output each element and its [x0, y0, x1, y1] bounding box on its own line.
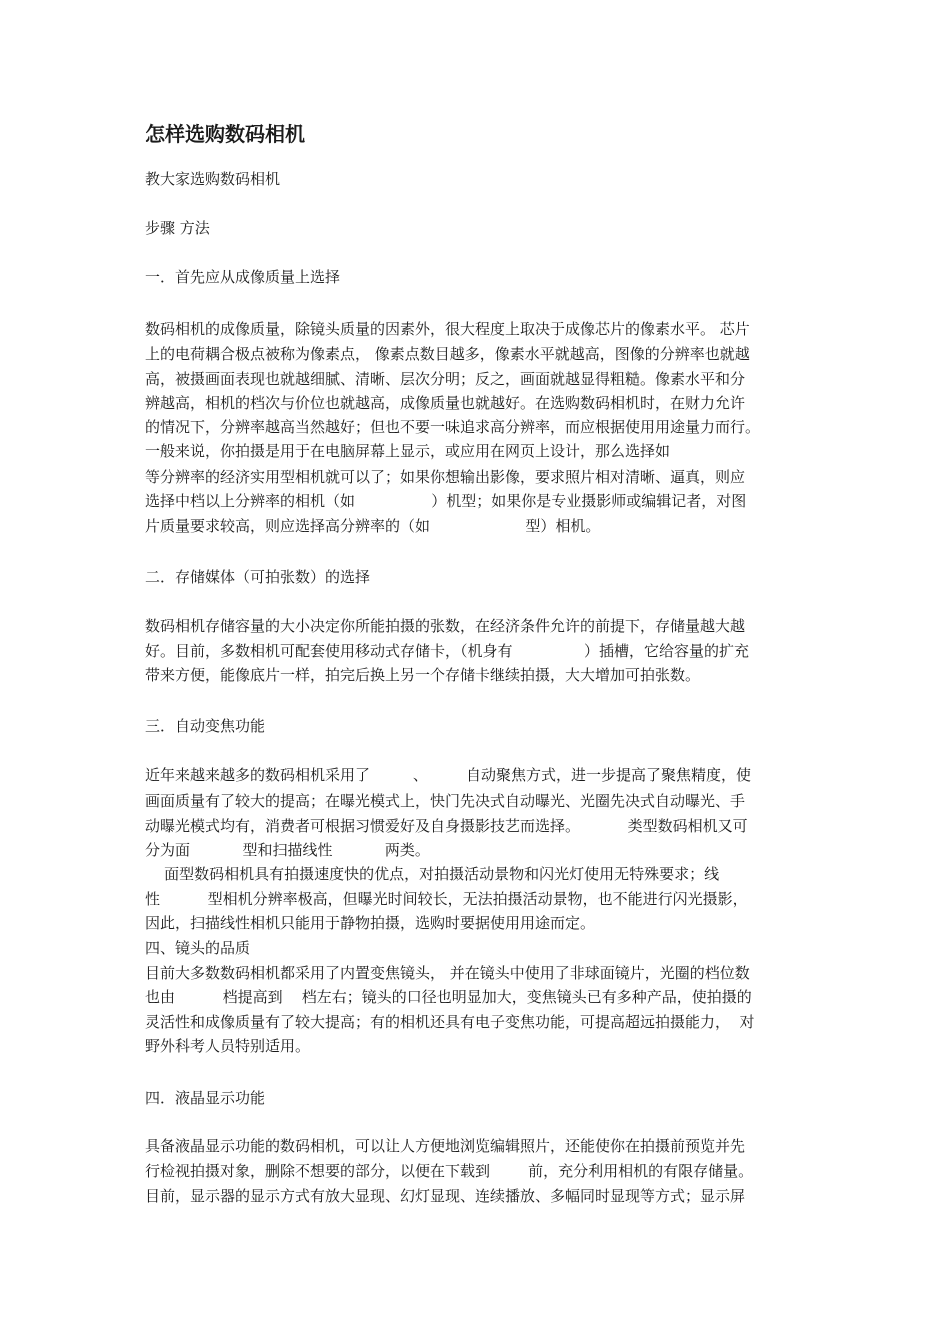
- section-2-line: 数码相机存储容量的大小决定你所能拍摄的张数，在经济条件允许的前提下，存储量越大越: [145, 617, 746, 635]
- section-1-line: 的情况下，分辨率越高当然越好；但也不要一味追求高分辨率，而应根据使用用途量力而行。: [145, 418, 761, 436]
- section-3-heading: 三．自动变焦功能: [145, 717, 266, 735]
- document-title: 怎样选购数码相机: [145, 122, 305, 146]
- section-4-line: 野外科考人员特别适用。: [145, 1037, 311, 1055]
- section-4-line: 目前大多数数码相机都采用了内置变焦镜头， 并在镜头中使用了非球面镜片，光圈的档位数: [145, 964, 750, 982]
- section-4-line: 灵活性和成像质量有了较大提高；有的相机还具有电子变焦功能，可提高超远拍摄能力， 对: [145, 1013, 755, 1031]
- section-1-line: 辨越高，相机的档次与价位也就越高，成像质量也就越好。在选购数码相机时，在财力允许: [145, 394, 746, 412]
- section-1-line: 片质量要求较高，则应选择高分辨率的（如 型）相机。: [145, 517, 601, 535]
- document-subtitle: 教大家选购数码相机: [145, 170, 281, 188]
- section-1-line: 选择中档以上分辨率的相机（如 ）机型；如果你是专业摄影师或编辑记者，对图: [145, 492, 747, 510]
- section-3-line: 画面质量有了较大的提高；在曝光模式上，快门先决式自动曝光、光圈先决式自动曝光、手: [145, 792, 746, 810]
- section-1-line: 高，被摄画面表现也就越细腻、清晰、层次分明；反之，画面就越显得粗糙。像素水平和分: [145, 370, 746, 388]
- section-3-line: 因此，扫描线性相机只能用于静物拍摄，选购时要据使用用途而定。: [145, 914, 596, 932]
- steps-label: 步骤 方法: [145, 219, 210, 237]
- section-5-line: 目前，显示器的显示方式有放大显现、幻灯显现、连续播放、多幅同时显现等方式；显示屏: [145, 1187, 746, 1205]
- section-4-heading: 四、镜头的品质: [145, 939, 251, 957]
- section-5-heading: 四．液晶显示功能: [145, 1089, 266, 1107]
- section-1-line: 等分辨率的经济实用型相机就可以了；如果你想输出影像，要求照片相对清晰、逼真，则应: [145, 468, 746, 486]
- section-1-line: 数码相机的成像质量，除镜头质量的因素外，很大程度上取决于成像芯片的像素水平。 芯片: [145, 320, 750, 338]
- section-4-line: 也由 档提高到 档左右；镜头的口径也明显加大，变焦镜头已有多种产品，使拍摄的: [145, 988, 752, 1006]
- section-3-line: 面型数码相机具有拍摄速度快的优点，对拍摄活动景物和闪光灯使用无特殊要求；线: [145, 865, 720, 883]
- section-3-line: 近年来越来越多的数码相机采用了 、 自动聚焦方式，进一步提高了聚焦精度，使: [145, 766, 752, 784]
- section-2-heading: 二．存储媒体（可拍张数）的选择: [145, 568, 371, 586]
- section-1-line: 一般来说，你拍摄是用于在电脑屏幕上显示，或应用在网页上设计，那么选择如: [145, 442, 671, 460]
- section-3-line: 动曝光模式均有，消费者可根据习惯爱好及自身摄影技艺而选择。 类型数码相机又可: [145, 817, 748, 835]
- section-1-heading: 一．首先应从成像质量上选择: [145, 268, 341, 286]
- section-2-line: 带来方便，能像底片一样，拍完后换上另一个存储卡继续拍摄，大大增加可拍张数。: [145, 666, 701, 684]
- section-5-line: 具备液晶显示功能的数码相机，可以让人方便地浏览编辑照片，还能使你在拍摄前预览并先: [145, 1137, 746, 1155]
- section-3-line: 性 型相机分辨率极高，但曝光时间较长，无法拍摄活动景物，也不能进行闪光摄影，: [145, 890, 748, 908]
- section-5-line: 行检视拍摄对象，删除不想要的部分，以便在下载到 前，充分利用相机的有限存储量。: [145, 1162, 754, 1180]
- section-3-line: 分为面 型和扫描线性 两类。: [145, 841, 430, 859]
- section-1-line: 上的电荷耦合极点被称为像素点， 像素点数目越多，像素水平就越高，图像的分辨率也就越: [145, 345, 750, 363]
- section-2-line: 好。目前，多数相机可配套使用移动式存储卡，（机身有 ）插槽，它给容量的扩充: [145, 642, 750, 660]
